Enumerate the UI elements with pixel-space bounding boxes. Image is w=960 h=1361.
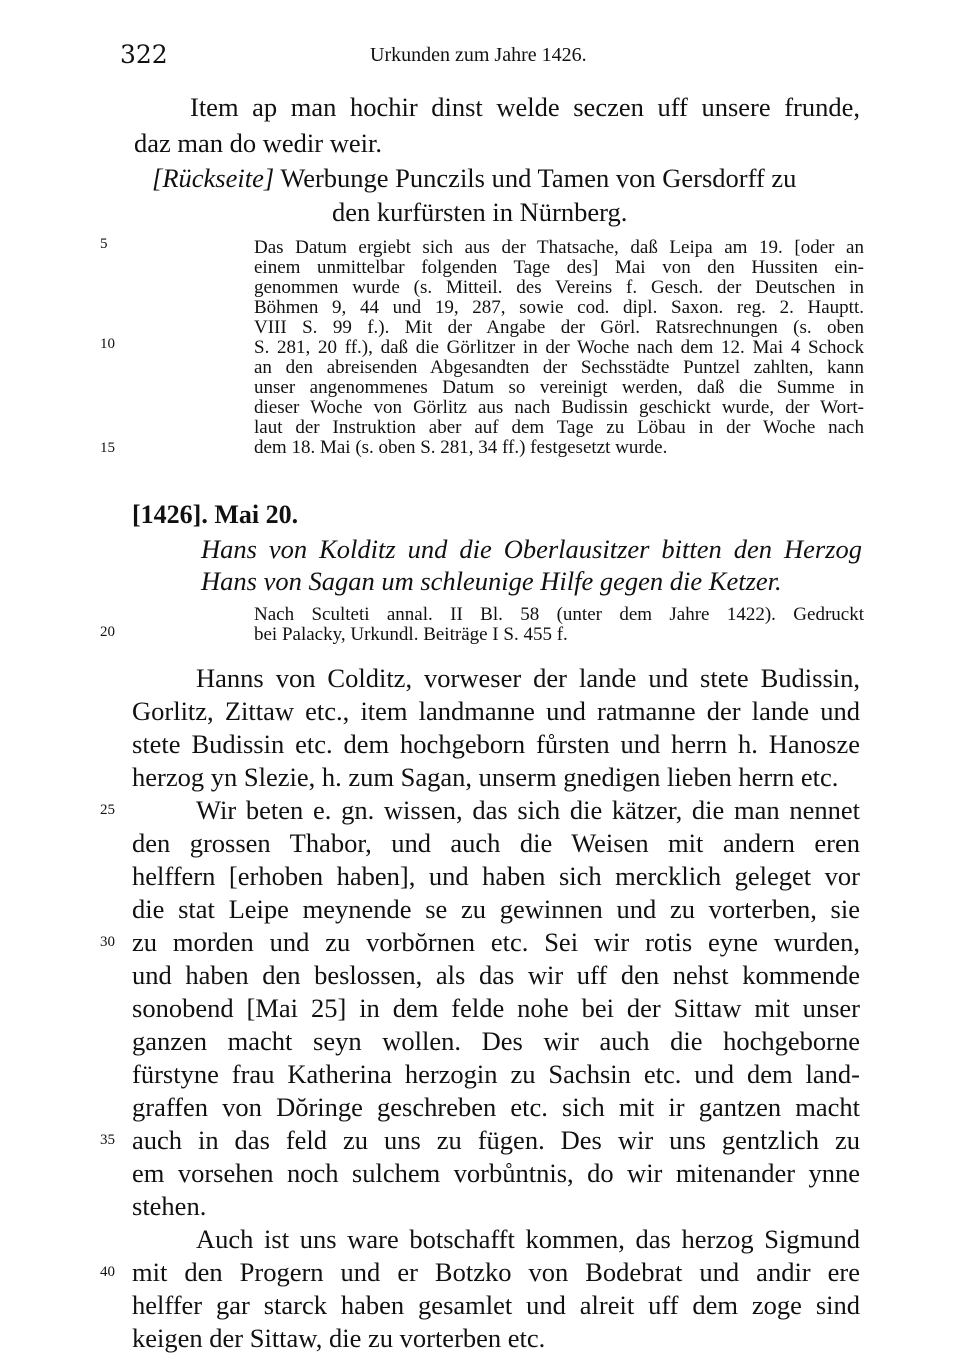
line-number: 5: [100, 236, 108, 252]
text-line-18: Auch ist uns ware botschafft kommen, das herzog Sigmund: [196, 1224, 860, 1254]
note-line-11: dem 18. Mai (s. oben S. 281, 34 ff.) festgesetzt wurde.: [254, 437, 668, 458]
note-line-10: laut der Instruktion aber auf dem Tage zu Löbau in der Woche nach: [254, 417, 864, 438]
note-line-5: VIII S. 99 f.). Mit der Angabe der Görl. Ratsrechnungen (s. oben: [254, 317, 864, 338]
text-line-7: helffern [erhoben haben], und haben sich mercklich geleget vor: [132, 861, 860, 891]
page-number: 322: [120, 40, 168, 69]
endorsement-line-2: den kurfürsten in Nürnberg.: [332, 197, 628, 227]
text-line-8: die stat Leipe meynende se zu gewinnen und zu vorterben, sie: [132, 894, 860, 924]
text-line-5: Wir beten e. gn. wissen, das sich die kätzer, die man nennet: [196, 795, 860, 825]
text-line-1: Hanns von Colditz, vorweser der lande und stete Budissin,: [196, 663, 860, 693]
text-line-16: em vorsehen noch sulchem vorbůntnis, do wir mitenander ynne: [132, 1158, 860, 1188]
line-number: 10: [100, 336, 115, 352]
text-line-14: graffen von Dŏringe geschreben etc. sich mit ir gantzen macht: [132, 1092, 860, 1122]
prev-line-2: daz man do wedir weir.: [134, 128, 382, 158]
text-line-15: auch in das feld zu uns zu fügen. Des wir uns gentzlich zu: [132, 1125, 860, 1155]
summary-line-2: Hans von Sagan um schleunige Hilfe gegen die Ketzer.: [201, 566, 782, 596]
note-line-2: einem unmittelbar folgenden Tage des] Mai von den Hussiten ein-: [254, 257, 864, 278]
source-line-2: bei Palacky, Urkundl. Beiträge I S. 455 f.: [254, 624, 568, 645]
note-line-7: an den abreisenden Abgesandten der Sechsstädte Puntzel zahlten, kann: [254, 357, 864, 378]
line-number: 25: [100, 802, 115, 818]
entry-date: [132, 500, 298, 530]
entry-day: Mai 20.: [214, 500, 299, 529]
entry-year: [1426].: [132, 500, 208, 529]
text-line-3: stete Budissin etc. dem hochgeborn fůrsten und herrn h. Hanosze: [132, 729, 860, 759]
text-line-9: zu morden und zu vorbŏrnen etc. Sei wir rotis eyne wurden,: [132, 927, 860, 957]
note-line-8: unser angenommenes Datum so vereinigt werden, daß die Summe in: [254, 377, 864, 398]
note-line-9: dieser Woche von Görlitz aus nach Budissin geschickt wurde, der Wort-: [254, 397, 864, 418]
note-line-3: genommen wurde (s. Mitteil. des Vereins f. Gesch. der Deutschen in: [254, 277, 864, 298]
endorsement-line: [152, 163, 796, 194]
line-number: 20: [100, 624, 115, 640]
prev-line-1: Item ap man hochir dinst welde seczen uff unsere frunde,: [190, 92, 860, 122]
text-line-21: keigen der Sittaw, die zu vorterben etc.: [132, 1323, 546, 1353]
text-line-17: stehen.: [132, 1191, 207, 1221]
line-number: 30: [100, 934, 115, 950]
endorsement-label: [Rückseite]: [152, 163, 275, 193]
line-number: 35: [100, 1132, 115, 1148]
note-line-1: Das Datum ergiebt sich aus der Thatsache, daß Leipa am 19. [oder an: [254, 237, 864, 258]
line-number: 40: [100, 1264, 115, 1280]
line-number: 15: [100, 440, 115, 456]
text-line-13: fürstyne frau Katherina herzogin zu Sachsin etc. und dem land-: [132, 1059, 860, 1089]
text-line-12: ganzen macht seyn wollen. Des wir auch die hochgeborne: [132, 1026, 860, 1056]
text-line-20: helffer gar starck haben gesamlet und alreit uff dem zoge sind: [132, 1290, 860, 1320]
note-line-4: Böhmen 9, 44 und 19, 287, sowie cod. dipl. Saxon. reg. 2. Hauptt.: [254, 297, 864, 318]
source-line-1: Nach Sculteti annal. II Bl. 58 (unter dem Jahre 1422). Gedruckt: [254, 604, 864, 625]
page-header: [0, 40, 960, 80]
running-title: Urkunden zum Jahre 1426.: [370, 44, 587, 66]
text-line-19: mit den Progern und er Botzko von Bodebrat und andir ere: [132, 1257, 860, 1287]
summary-line-1: Hans von Kolditz und die Oberlausitzer bitten den Herzog: [201, 534, 862, 564]
endorsement-text: Werbunge Punczils und Tamen von Gersdorff zu: [280, 163, 797, 193]
text-line-4: herzog yn Slezie, h. zum Sagan, unserm gnedigen lieben herrn etc.: [132, 762, 839, 792]
text-line-6: den grossen Thabor, und auch die Weisen mit andern eren: [132, 828, 860, 858]
text-line-2: Gorlitz, Zittaw etc., item landmanne und ratmanne der lande und: [132, 696, 860, 726]
note-line-6: S. 281, 20 ff.), daß die Görlitzer in der Woche nach dem 12. Mai 4 Schock: [254, 337, 864, 358]
text-line-10: und haben den beslossen, als das wir uff den nehst kommende: [132, 960, 860, 990]
text-line-11: sonobend [Mai 25] in dem felde nohe bei der Sittaw mit unser: [132, 993, 860, 1023]
